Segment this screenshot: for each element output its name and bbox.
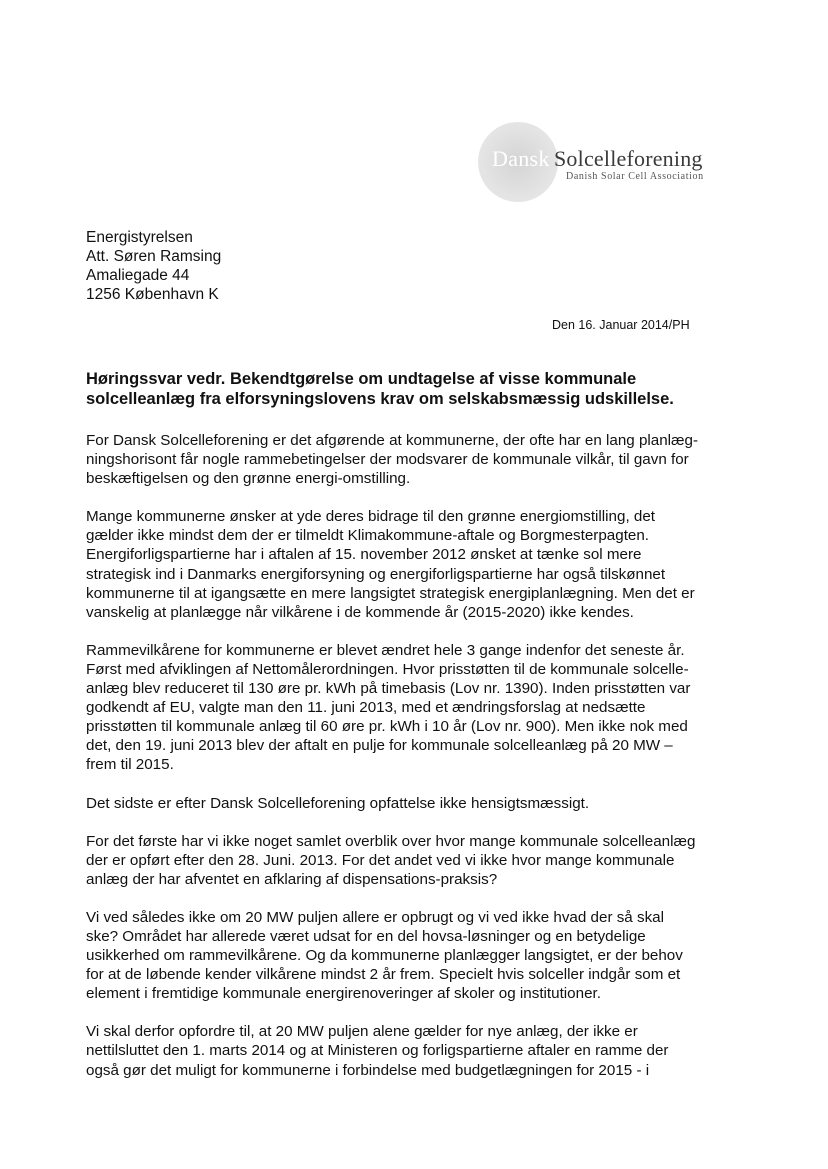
logo-prefix: Dansk <box>492 146 550 171</box>
recipient-line: Energistyrelsen <box>86 229 193 246</box>
text-line: element i fremtidige kommunale energirenoveringer af skoler og institutioner. <box>86 985 601 1003</box>
text-line: vanskelig at planlægge når vilkårene i de kommende år (2015-2020) ikke kendes. <box>86 603 634 621</box>
text-line: gælder ikke mindst dem der er tilmeldt Klimakommune-aftale og Borgmesterpagten. <box>86 527 650 545</box>
text-line: ske? Området har allerede været udsat for en del hovsa-løsninger og en betydelige <box>86 927 646 945</box>
text-line: prisstøtten til kommunale anlæg til 60 øre pr. kWh i 10 år (Lov nr. 900). Men ikke nok med <box>86 718 688 736</box>
text-line: For det første har vi ikke noget samlet overblik over hvor mange kommunale solcelleanlæg <box>86 832 696 850</box>
text-line: kommunerne til at igangsætte en mere langsigtet strategisk energiplanlægning. Men det er <box>86 584 695 602</box>
text-line: for at de løbende kender vilkårene mindst 2 år frem. Specielt hvis solceller indgår som et <box>86 966 681 984</box>
paragraph <box>86 507 746 622</box>
text-line: ningshorisont får nogle rammebetingelser der modsvarer de kommunale vilkår, til gavn for <box>86 451 689 469</box>
paragraph <box>86 1022 746 1079</box>
text-line: også gør det muligt for kommunerne i forbindelse med budgetlægningen for 2015 - i <box>86 1061 650 1079</box>
text-line: Først med afviklingen af Nettomålerordningen. Hvor prisstøtten til de kommunale solcelle- <box>86 660 689 678</box>
text-line: godkendt af EU, valgte man den 11. juni 2013, med et ændringsforslag at nedsætte <box>86 699 646 717</box>
text-line: Vi ved således ikke om 20 MW puljen allere er opbrugt og vi ved ikke hvad der så skal <box>86 908 664 926</box>
recipient-line: Att. Søren Ramsing <box>86 248 222 265</box>
text-line: nettilsluttet den 1. marts 2014 og at Ministeren og forligspartierne aftaler en ramme der <box>86 1042 669 1060</box>
letter-body <box>86 431 746 1099</box>
paragraph <box>86 641 746 775</box>
paragraph <box>86 431 746 488</box>
text-line: frem til 2015. <box>86 756 174 774</box>
text-line: Mange kommunerne ønsker at yde deres bidrage til den grønne energiomstilling, det <box>86 508 655 526</box>
paragraph <box>86 908 746 1003</box>
logo-subtitle: Danish Solar Cell Association <box>566 171 704 182</box>
text-line: der er opført efter den 28. Juni. 2013. For det andet ved vi ikke hvor mange kommunale <box>86 851 675 869</box>
letter-date: Den 16. Januar 2014/PH <box>552 318 690 332</box>
recipient-address <box>86 228 221 304</box>
text-line: det, den 19. juni 2013 blev der aftalt en pulje for kommunale solcelleanlæg på 20 MW – <box>86 737 673 755</box>
title-line: solcelleanlæg fra elforsyningslovens krav om selskabsmæssig udskillelse. <box>86 390 674 408</box>
text-line: strategisk ind i Danmarks energiforsyning og energiforligspartierne har også tilskønnet <box>86 565 666 583</box>
text-line: beskæftigelsen og den grønne energi-omstilling. <box>86 470 411 488</box>
logo-name: Solcelleforening <box>554 146 703 171</box>
title-line: Høringssvar vedr. Bekendtgørelse om undtagelse af visse kommunale <box>86 370 637 388</box>
logo <box>478 122 728 202</box>
letter-title <box>86 369 746 409</box>
text-line: usikkerhed om rammevilkårene. Og da kommunerne planlægger langsigtet, er der behov <box>86 947 683 965</box>
text-line: For Dansk Solcelleforening er det afgørende at kommunerne, der ofte har en lang planlæg- <box>86 432 699 449</box>
paragraph <box>86 794 746 813</box>
paragraph <box>86 832 746 889</box>
recipient-line: Amaliegade 44 <box>86 267 190 284</box>
text-line: Det sidste er efter Dansk Solcelleforening opfattelse ikke hensigtsmæssigt. <box>86 794 590 812</box>
text-line: Energiforligspartierne har i aftalen af 15. november 2012 ønsket at tænke sol mere <box>86 546 642 564</box>
text-line: Rammevilkårene for kommunerne er blevet ændret hele 3 gange indenfor det seneste år. <box>86 641 685 659</box>
text-line: anlæg der har afventet en afklaring af dispensations-praksis? <box>86 870 498 888</box>
recipient-line: 1256 København K <box>86 286 219 303</box>
text-line: Vi skal derfor opfordre til, at 20 MW puljen alene gælder for nye anlæg, der ikke er <box>86 1023 638 1041</box>
text-line: anlæg blev reduceret til 130 øre pr. kWh på timebasis (Lov nr. 1390). Inden prisstøtten var <box>86 680 691 698</box>
